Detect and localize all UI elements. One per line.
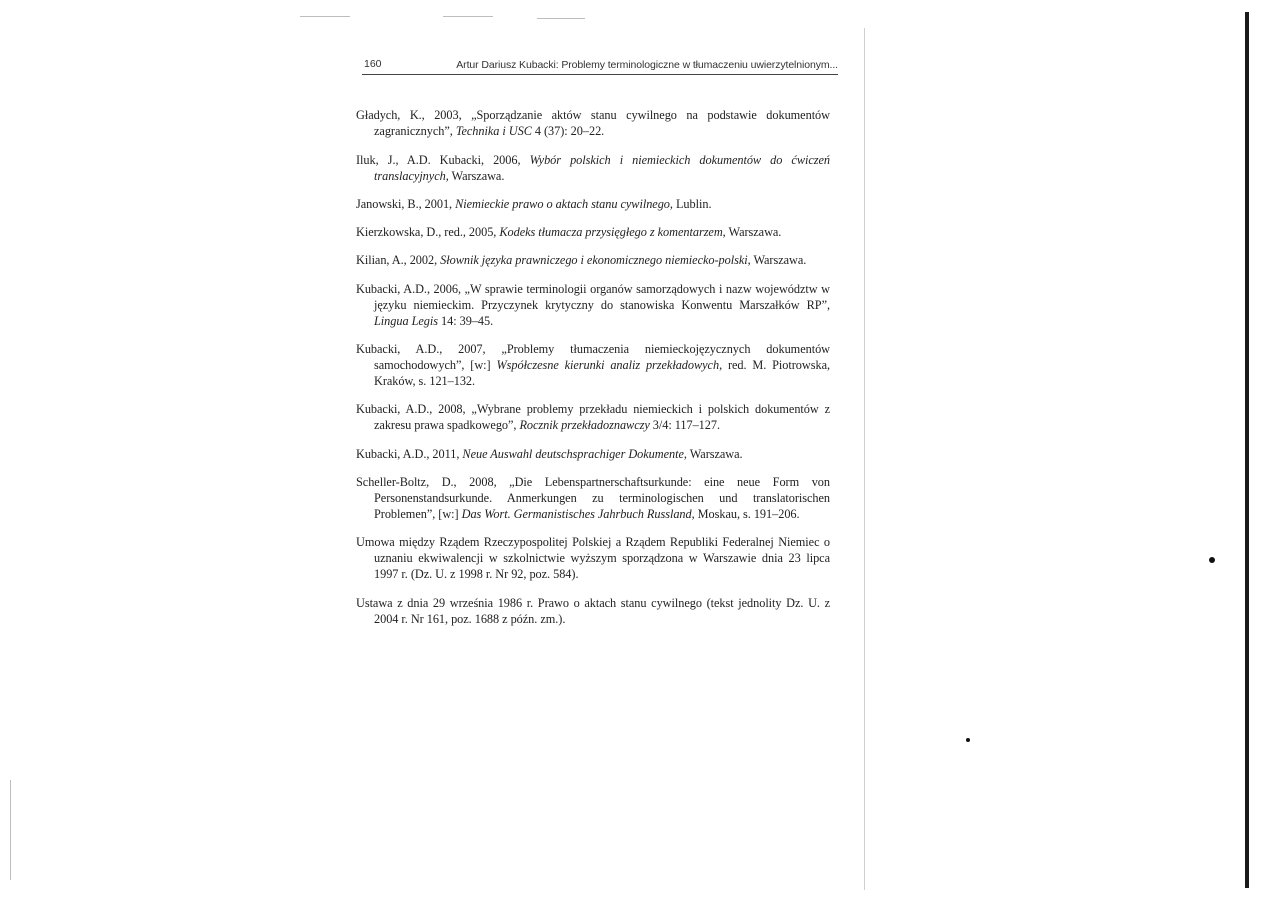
reference-text: 3/4: 117–127. [649, 418, 721, 433]
running-title: Artur Dariusz Kubacki: Problemy terminologiczne w tłumaczeniu uwierzytelnionym... [456, 59, 838, 71]
reference-entry [356, 252, 830, 268]
reference-entry [356, 152, 830, 184]
reference-entry [356, 107, 830, 139]
reference-entry [356, 401, 830, 433]
reference-entry [356, 196, 830, 212]
reference-text: Janowski, B., 2001, [356, 196, 456, 211]
reference-title: Współczesne kierunki analiz przekładowych [496, 358, 720, 373]
reference-text: , Moskau, s. 191–206. [691, 506, 800, 521]
reference-entry [356, 281, 830, 329]
page-header [362, 58, 838, 75]
reference-text: , Warszawa. [747, 253, 807, 268]
reference-text: Kubacki, A.D., 2006, „W sprawie terminologii organów samorządowych i nazw województw w języku niemieckim. Przyczynek krytyczny do stanowiska Konwentu Marszałków RP”, [356, 281, 830, 312]
reference-text: Warszawa. [448, 168, 505, 183]
reference-text: Kubacki, A.D., 2011, [356, 446, 463, 461]
scan-line-top-2 [443, 16, 493, 17]
reference-text: Umowa między Rządem Rzeczypospolitej Polskiej a Rządem Republiki Federalnej Niemiec o uznaniu ekwiwalencji w szkolnictwie wyższym sporządzona w Warszawie dnia 23 lipca 1997 r. (Dz. U. z 1998 r. Nr 92, poz. 584). [356, 535, 830, 582]
reference-entry [356, 474, 830, 522]
reference-title: Rocznik przekładoznawczy [519, 418, 650, 433]
page-number: 160 [364, 58, 382, 70]
reference-title: Lingua Legis [374, 313, 438, 328]
reference-title: Das Wort. Germanistisches Jahrbuch Russland [461, 506, 692, 521]
reference-text: 14: 39–45. [437, 313, 494, 328]
reference-title: Słownik języka prawniczego i ekonomicznego niemiecko-polski [440, 253, 748, 268]
reference-text: , red. M. Piotrowska, Kraków, s. 121–132. [374, 358, 830, 389]
scan-line-left [10, 780, 11, 880]
reference-text: Scheller-Boltz, D., 2008, „Die Lebenspartnerschaftsurkunde: eine neue Form von Personenstandsurkunde. Anmerkungen zu terminologischen und translatorischen Problemen”, [w:] [356, 474, 830, 521]
reference-text: Kilian, A., 2002, [356, 253, 441, 268]
reference-text: Ustawa z dnia 29 września 1986 r. Prawo o aktach stanu cywilnego (tekst jednolity Dz. U. z 2004 r. Nr 161, poz. 1688 z późn. zm.). [356, 595, 830, 626]
reference-title: Niemieckie prawo o aktach stanu cywilnego [455, 196, 670, 211]
reference-text: Kubacki, A.D., 2007, „Problemy tłumaczenia niemieckojęzycznych dokumentów samochodowych”, [w:] [356, 342, 830, 373]
reference-text: , Lublin. [669, 196, 712, 211]
reference-text: , Warszawa. [722, 225, 782, 240]
reference-title: Technika i USC [455, 124, 532, 139]
reference-text: Gładych, K., 2003, „Sporządzanie aktów stanu cywilnego na podstawie dokumentów zagranicznych”, [356, 108, 830, 139]
reference-text: Kierzkowska, D., red., 2005, [356, 225, 500, 240]
reference-title: Neue Auswahl deutschsprachiger Dokumente [462, 446, 684, 461]
reference-entry [356, 341, 830, 389]
reference-entry [356, 224, 830, 240]
reference-title: Wybór polskich i niemieckich dokumentów do ćwiczeń translacyjnych, [374, 152, 831, 183]
scan-line-top-3 [537, 18, 585, 19]
reference-text: Kubacki, A.D., 2008, „Wybrane problemy przekładu niemieckich i polskich dokumentów z zakresu prawa spadkowego”, [356, 402, 830, 433]
reference-entry [356, 446, 830, 462]
reference-text: Iluk, J., A.D. Kubacki, 2006, [356, 152, 530, 167]
reference-entry [356, 595, 830, 627]
page-edge [1245, 12, 1249, 888]
reference-entry [356, 534, 830, 582]
reference-text: 4 (37): 20–22. [531, 124, 605, 139]
scan-dot-2 [966, 738, 970, 742]
scan-line-top-1 [300, 16, 350, 17]
reference-list [356, 95, 830, 637]
page-spine [864, 28, 865, 890]
scan-dot-1 [1209, 557, 1215, 563]
reference-text: , Warszawa. [683, 446, 743, 461]
reference-title: Kodeks tłumacza przysięgłego z komentarzem [499, 225, 723, 240]
